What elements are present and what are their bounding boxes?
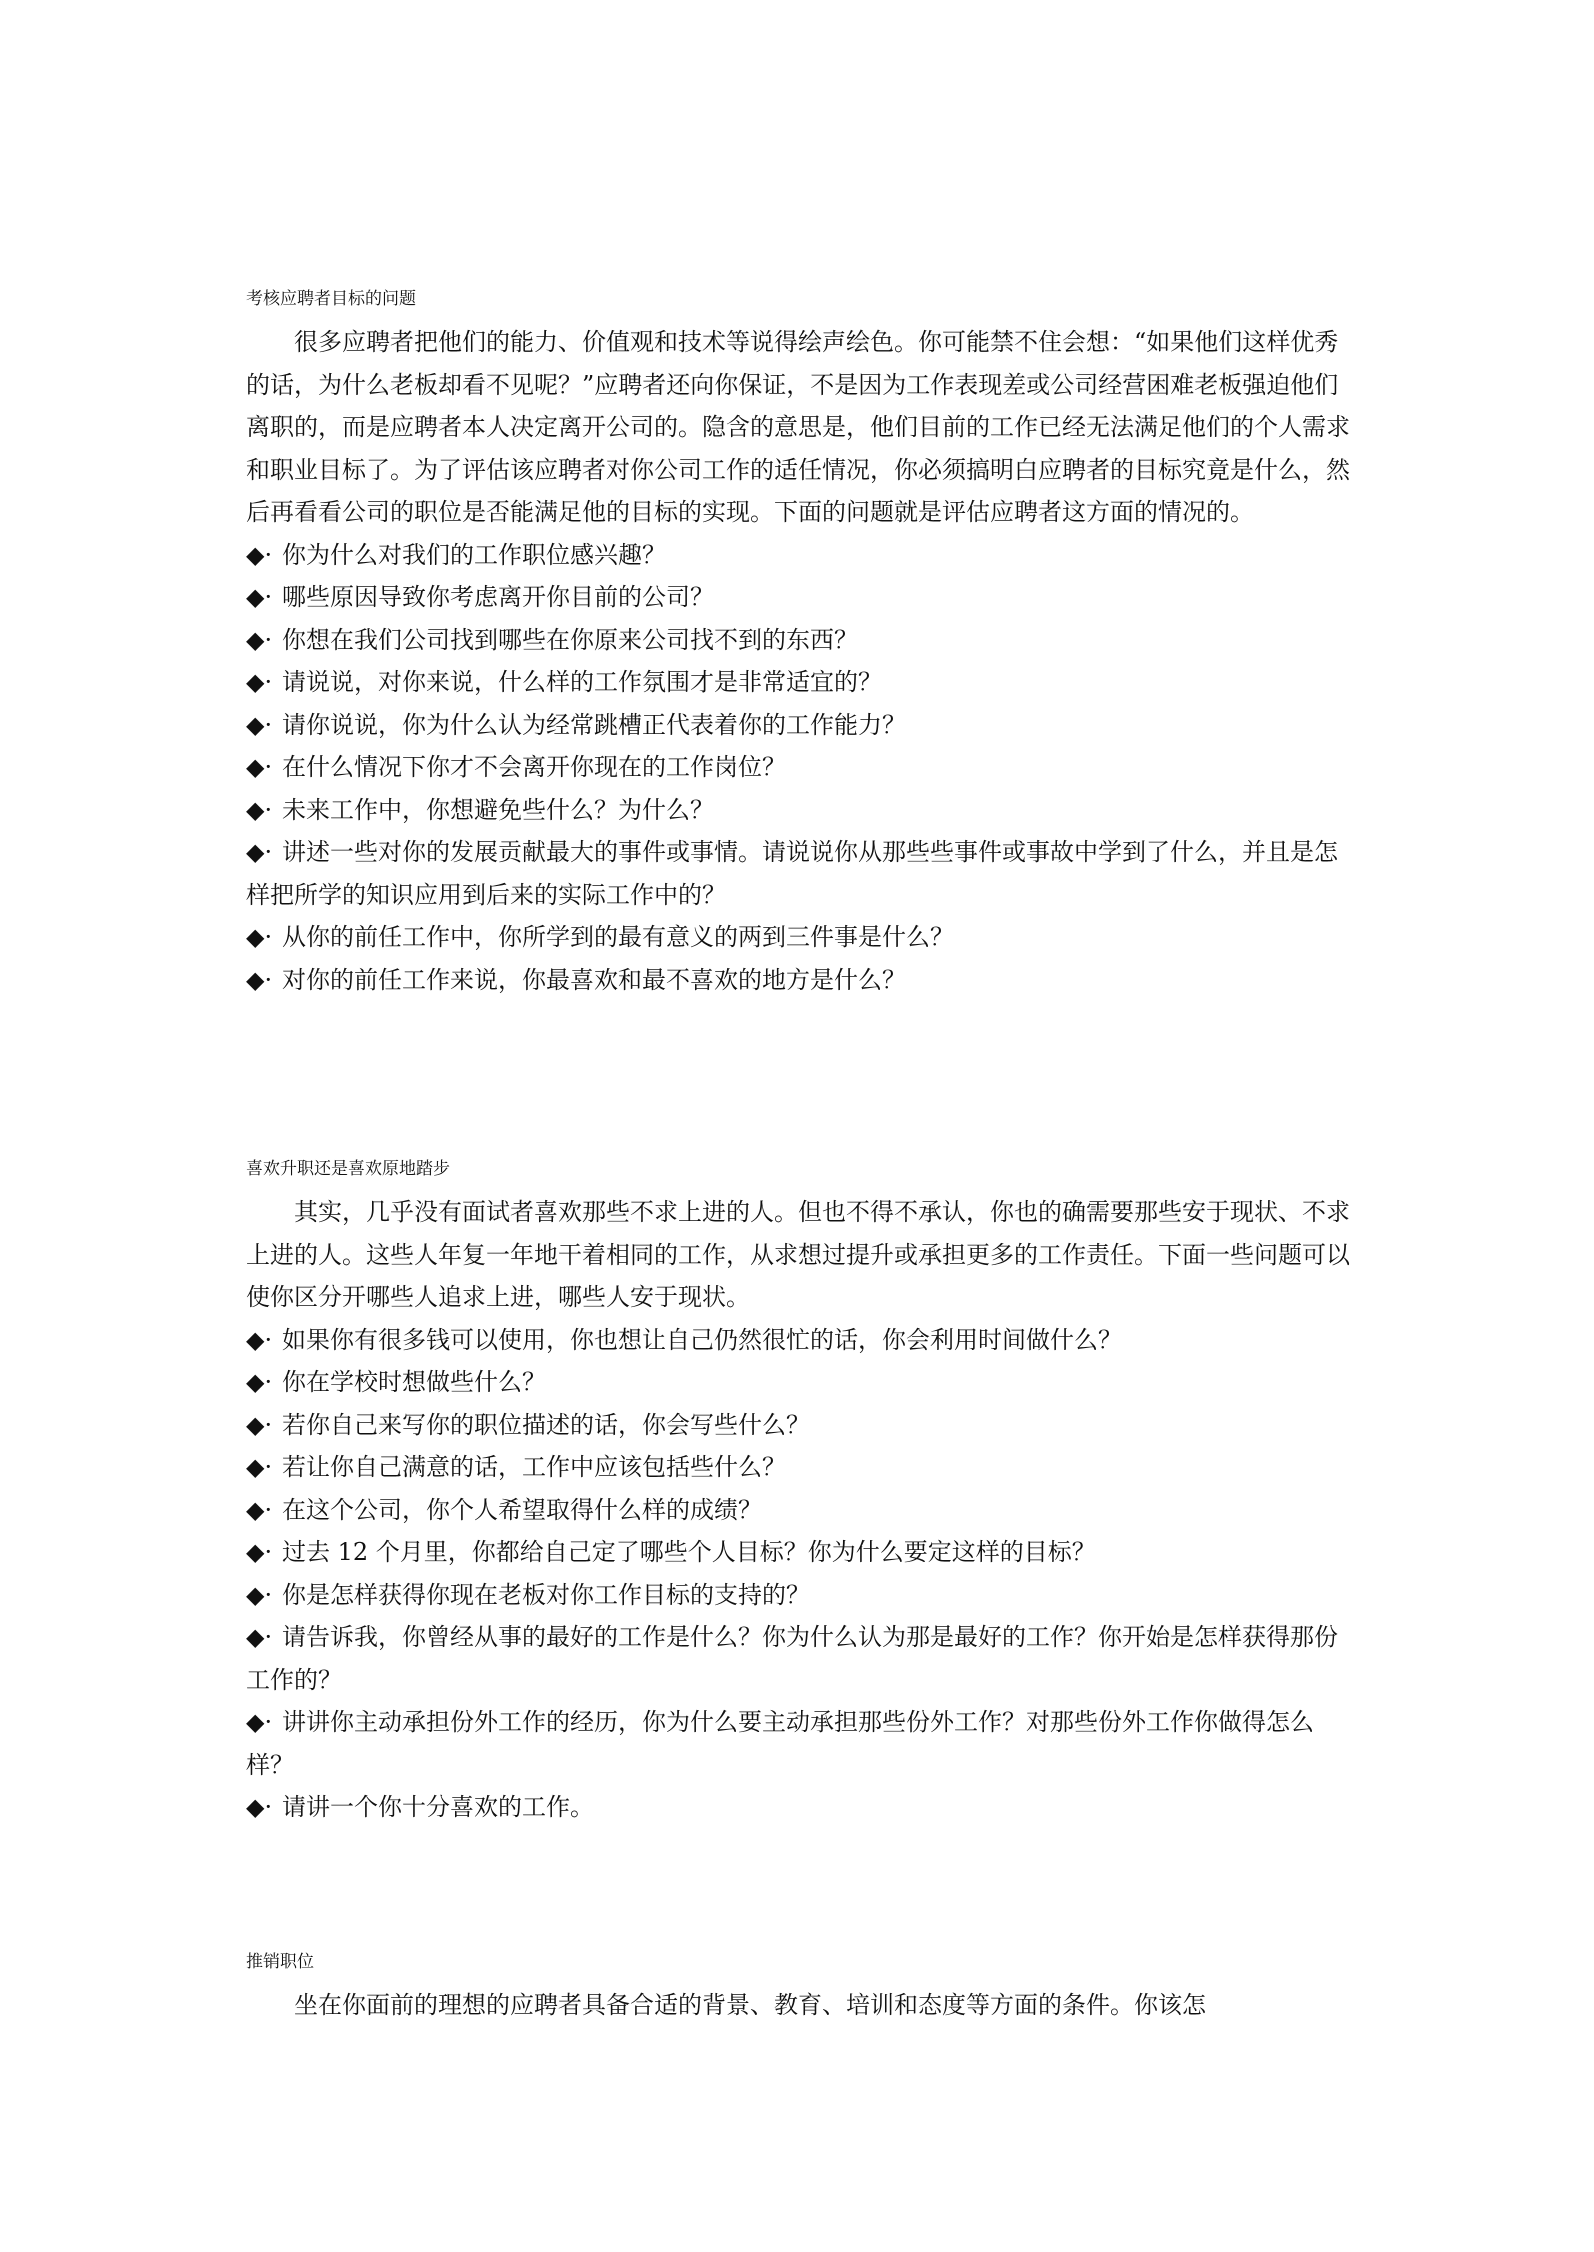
diamond-bullet-icon: ◆· — [246, 540, 273, 569]
list-item — [246, 1701, 1356, 1786]
diamond-bullet-icon: ◆· — [246, 668, 273, 696]
diamond-bullet-icon: ◆· — [246, 583, 273, 611]
diamond-bullet-icon: ◆· — [246, 1793, 273, 1821]
list-item — [246, 619, 1356, 662]
section-candidate-goals — [246, 287, 1356, 1001]
diamond-bullet-icon: ◆· — [246, 1410, 273, 1439]
list-item-text: 对你的前任工作来说，你最喜欢和最不喜欢的地方是什么？ — [282, 965, 906, 994]
diamond-bullet-icon: ◆· — [246, 1368, 273, 1396]
list-item-text: 在什么情况下你才不会离开你现在的工作岗位？ — [282, 753, 786, 781]
diamond-bullet-icon: ◆· — [246, 838, 273, 866]
list-item — [246, 1446, 1356, 1489]
list-item-text: 若你自己来写你的职位描述的话，你会写些什么？ — [282, 1410, 810, 1439]
list-item — [246, 1361, 1356, 1404]
section-title: 推销职位 — [246, 1952, 314, 1972]
list-item — [246, 576, 1356, 619]
list-item — [246, 1786, 1356, 1829]
list-item-text: 未来工作中，你想避免些什么？为什么？ — [282, 795, 714, 824]
list-item-text: 哪些原因导致你考虑离开你目前的公司？ — [282, 583, 714, 611]
list-item-text: 请说说，对你来说，什么样的工作氛围才是非常适宜的？ — [282, 668, 882, 696]
diamond-bullet-icon: ◆· — [246, 1623, 273, 1651]
list-item-text: 若让你自己满意的话，工作中应该包括些什么？ — [282, 1453, 786, 1481]
section-title: 考核应聘者目标的问题 — [246, 289, 416, 309]
list-item — [246, 916, 1356, 959]
section-title: 喜欢升职还是喜欢原地踏步 — [246, 1159, 450, 1179]
diamond-bullet-icon: ◆· — [246, 1580, 273, 1609]
section-sell-position — [246, 1950, 1356, 2027]
list-item — [246, 1574, 1356, 1617]
list-item-text: 请讲一个你十分喜欢的工作。 — [282, 1793, 594, 1821]
list-item-text: 讲讲你主动承担份外工作的经历，你为什么要主动承担那些份外工作？对那些份外工作你做得怎么样？ — [246, 1708, 1314, 1779]
list-item — [246, 661, 1356, 704]
diamond-bullet-icon: ◆· — [246, 1708, 273, 1736]
section-paragraph: 其实，几乎没有面试者喜欢那些不求上进的人。但也不得不承认，你也的确需要那些安于现状、不求上进的人。这些人年复一年地干着相同的工作，从求想过提升或承担更多的工作责任。下面一些问题可以使你区分开哪些人追求上进，哪些人安于现状。 — [246, 1198, 1350, 1311]
diamond-bullet-icon: ◆· — [246, 1538, 273, 1566]
list-item — [246, 1531, 1356, 1574]
section-paragraph: 坐在你面前的理想的应聘者具备合适的背景、教育、培训和态度等方面的条件。你该怎 — [294, 1991, 1206, 2019]
list-item-text: 请告诉我，你曾经从事的最好的工作是什么？你为什么认为那是最好的工作？你开始是怎样获得那份工作的？ — [246, 1623, 1338, 1694]
diamond-bullet-icon: ◆· — [246, 795, 273, 824]
list-item-text: 你在学校时想做些什么？ — [282, 1368, 546, 1396]
question-list — [246, 534, 1356, 1002]
list-item — [246, 831, 1356, 916]
diamond-bullet-icon: ◆· — [246, 1495, 273, 1524]
list-item-text: 讲述一些对你的发展贡献最大的事件或事情。请说说你从那些些事件或事故中学到了什么，并且是怎样把所学的知识应用到后来的实际工作中的？ — [246, 838, 1338, 909]
list-item-text: 从你的前任工作中，你所学到的最有意义的两到三件事是什么？ — [282, 923, 954, 951]
diamond-bullet-icon: ◆· — [246, 710, 273, 739]
list-item — [246, 1616, 1356, 1701]
list-item — [246, 1489, 1356, 1532]
list-item-text: 你为什么对我们的工作职位感兴趣？ — [282, 540, 666, 569]
question-list — [246, 1319, 1356, 1829]
list-item — [246, 704, 1356, 747]
list-item-text: 你是怎样获得你现在老板对你工作目标的支持的？ — [282, 1580, 810, 1609]
diamond-bullet-icon: ◆· — [246, 923, 273, 951]
list-item-text: 在这个公司，你个人希望取得什么样的成绩？ — [282, 1495, 762, 1524]
diamond-bullet-icon: ◆· — [246, 1453, 273, 1481]
diamond-bullet-icon: ◆· — [246, 1325, 273, 1354]
list-item — [246, 1319, 1356, 1362]
list-item — [246, 1404, 1356, 1447]
list-item — [246, 789, 1356, 832]
list-item — [246, 534, 1356, 577]
diamond-bullet-icon: ◆· — [246, 753, 273, 781]
diamond-bullet-icon: ◆· — [246, 965, 273, 994]
list-item-text: 如果你有很多钱可以使用，你也想让自己仍然很忙的话，你会利用时间做什么？ — [282, 1325, 1122, 1354]
list-item — [246, 746, 1356, 789]
list-item-text: 请你说说，你为什么认为经常跳槽正代表着你的工作能力？ — [282, 710, 906, 739]
list-item — [246, 959, 1356, 1002]
section-promotion-or-stay — [246, 1157, 1356, 1829]
diamond-bullet-icon: ◆· — [246, 625, 273, 654]
list-item-text: 你想在我们公司找到哪些在你原来公司找不到的东西？ — [282, 625, 858, 654]
section-paragraph: 很多应聘者把他们的能力、价值观和技术等说得绘声绘色。你可能禁不住会想：“如果他们这样优秀的话，为什么老板却看不见呢？”应聘者还向你保证，不是因为工作表现差或公司经营困难老板强迫他们离职的，而是应聘者本人决定离开公司的。隐含的意思是，他们目前的工作已经无法满足他们的个人需求和职业目标了。为了评估该应聘者对你公司工作的适任情况，你必须搞明白应聘者的目标究竟是什么，然后再看看公司的职位是否能满足他的目标的实现。下面的问题就是评估应聘者这方面的情况的。 — [246, 328, 1350, 526]
list-item-text: 过去 12 个月里，你都给自己定了哪些个人目标？你为什么要定这样的目标？ — [282, 1538, 1096, 1566]
